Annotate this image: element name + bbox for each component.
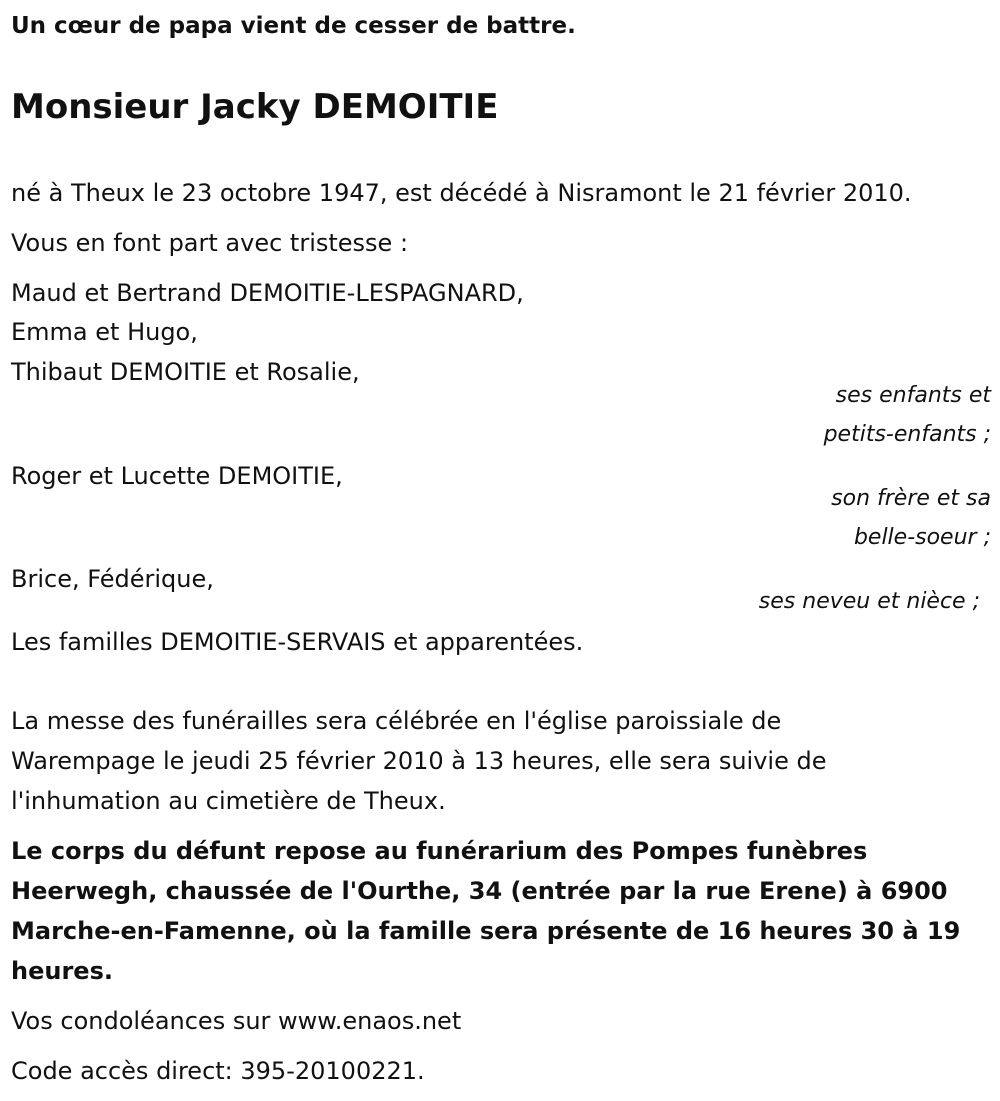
headline: Un cœur de papa vient de cesser de battre. xyxy=(11,13,576,39)
family-line-nephews: Brice, Fédérique, xyxy=(11,565,214,593)
family-line-children-3: Thibaut DEMOITIE et Rosalie, xyxy=(11,358,360,386)
family-line-children-2: Emma et Hugo, xyxy=(11,318,198,346)
access-code-line: Code accès direct: 395-20100221. xyxy=(11,1057,425,1085)
funeral-line-1: La messe des funérailles sera célébrée en l'église paroissiale de xyxy=(11,707,782,735)
relation-children-1: ses enfants et xyxy=(835,383,991,408)
birth-death-line: né à Theux le 23 octobre 1947, est décédé à Nisramont le 21 février 2010. xyxy=(11,179,912,207)
relation-nephews: ses neveu et nièce ; xyxy=(758,589,980,614)
condolences-line: Vos condoléances sur www.enaos.net xyxy=(11,1007,462,1035)
intro-line: Vous en font part avec tristesse : xyxy=(11,229,409,257)
relation-sibling-1: son frère et sa xyxy=(831,486,991,511)
deceased-name: Monsieur Jacky DEMOITIE xyxy=(11,87,499,127)
family-line-families: Les familles DEMOITIE-SERVAIS et apparentées. xyxy=(11,628,584,656)
visitation-line-4: heures. xyxy=(11,957,113,985)
visitation-line-2: Heerwegh, chaussée de l'Ourthe, 34 (entrée par la rue Erene) à 6900 xyxy=(11,877,948,905)
relation-children-2: petits-enfants ; xyxy=(823,422,991,447)
family-line-children-1: Maud et Bertrand DEMOITIE-LESPAGNARD, xyxy=(11,279,524,307)
visitation-line-1: Le corps du défunt repose au funérarium des Pompes funèbres xyxy=(11,837,868,865)
funeral-line-2: Warempage le jeudi 25 février 2010 à 13 heures, elle sera suivie de xyxy=(11,747,827,775)
relation-sibling-2: belle-soeur ; xyxy=(853,525,991,550)
visitation-line-3: Marche-en-Famenne, où la famille sera présente de 16 heures 30 à 19 xyxy=(11,917,961,945)
funeral-line-3: l'inhumation au cimetière de Theux. xyxy=(11,787,446,815)
family-line-sibling: Roger et Lucette DEMOITIE, xyxy=(11,462,343,490)
